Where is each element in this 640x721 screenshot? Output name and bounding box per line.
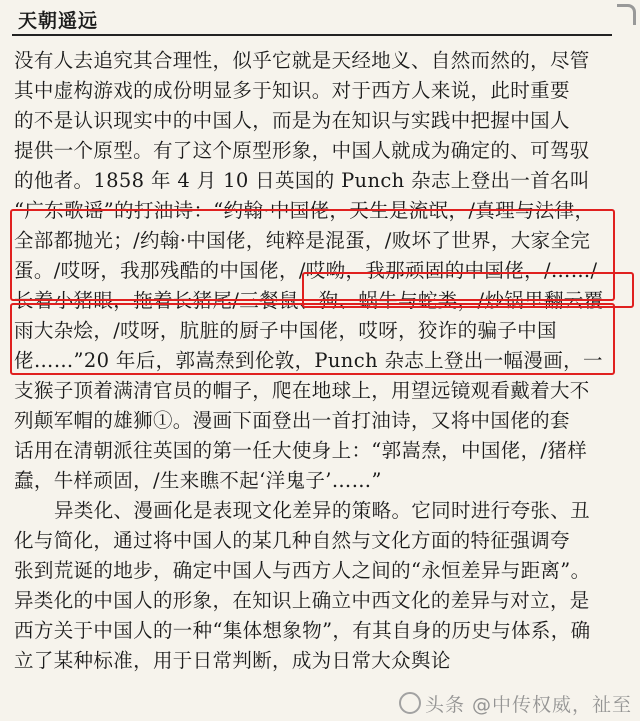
text-line: 异类化的中国人的形象，在知识上确立中西文化的差异与对立，是: [14, 589, 590, 612]
text-line: 的不是认识现实中的中国人，而是为在知识与实践中把握中国人: [14, 109, 570, 132]
text-line: 张到荒诞的地步，确定中国人与西方人之间的“永恒差异与距离”。: [14, 559, 591, 582]
text-line: 没有人去追究其合理性，似乎它就是天经地义、自然而然的，尽管: [14, 49, 590, 72]
text-line: 立了某种标准，用于日常判断，成为日常大众舆论: [14, 649, 451, 672]
text-line: 全部都抛光；/约翰·中国佬，纯粹是混蛋，/败坏了世界，大家全完: [14, 229, 591, 252]
text-line: 西方关于中国人的一种“集体想象物”，有其自身的历史与体系，确: [14, 619, 591, 642]
text-line: 雨大杂烩，/哎呀，肮脏的厨子中国佬，哎呀，狡诈的骗子中国: [14, 319, 557, 342]
highlight-box-insult: [10, 303, 615, 375]
text-line: 其中虚构游戏的成份明显多于知识。对于西方人来说，此时重要: [14, 79, 570, 102]
text-line: 蛋。/哎呀，我那残酷的中国佬，/哎呦，我那顽固的中国佬，/……/: [14, 259, 598, 282]
text-line: 长着小猪眼，拖着长猪尾/三餐鼠、狗、蜗牛与蛇类，/炒锅里翻云覆: [14, 289, 604, 312]
text-line: 支猴子顶着满清官员的帽子，爬在地球上，用望远镜观看戴着大不: [14, 379, 590, 402]
text-line: “广东歌谣”的打油诗：“约翰·中国佬，天生是流氓，/真理与法律，: [14, 199, 595, 222]
watermark: [399, 690, 632, 717]
text-line: 提供一个原型。有了这个原型形象，中国人就成为确定的、可驾驭: [14, 139, 590, 162]
text-line: 列颠军帽的雄狮①。漫画下面登出一首打油诗，又将中国佬的套: [14, 409, 570, 432]
watermark-text: 头条 @中传权威，祉至: [424, 694, 632, 716]
watermark-logo-icon: [399, 692, 421, 714]
running-header: [12, 4, 612, 36]
text-line: 的他者。1858 年 4 月 10 日英国的 Punch 杂志上登出一首名叫: [14, 169, 590, 192]
text-line: 话用在清朝派往英国的第一任大使身上：“郭嵩焘，中国佬，/猪样: [14, 439, 588, 462]
text-line: 化与简化，通过将中国人的某几种自然与文化方面的特征强调夸: [14, 529, 570, 552]
page-corner-icon: [617, 4, 636, 25]
text-line: 佬……”20 年后，郭嵩焘到伦敦，Punch 杂志上登出一幅漫画，一: [14, 349, 603, 372]
book-title: 天朝遥远: [18, 10, 99, 32]
text-line: 蠢，牛样顽固，/生来瞧不起‘洋鬼子’……”: [14, 469, 382, 492]
text-line: 异类化、漫画化是表现文化差异的策略。它同时进行夸张、丑: [54, 499, 590, 522]
